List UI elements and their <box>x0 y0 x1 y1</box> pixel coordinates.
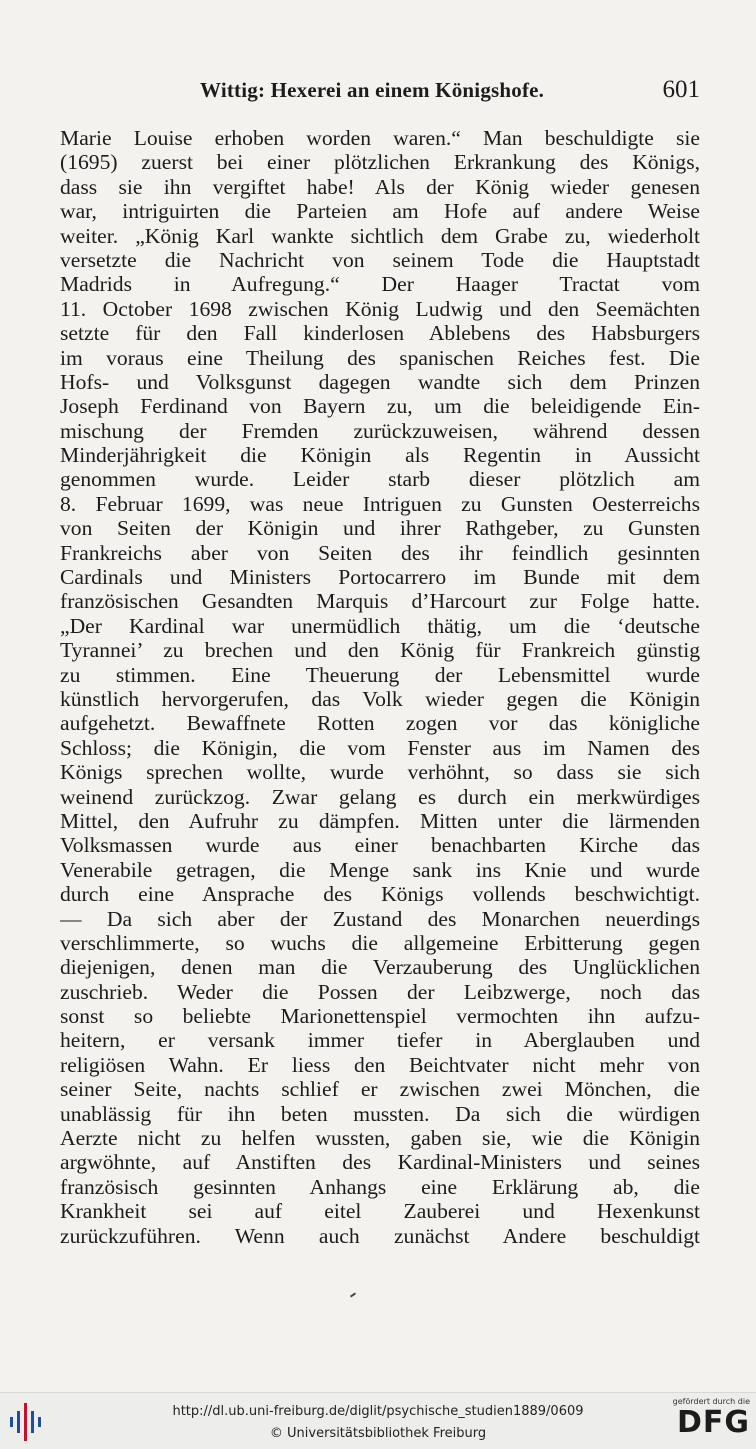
text-line: setzte für den Fall kinderlosen Ablebens des Habsburgers <box>60 321 700 346</box>
text-line: mischung der Fremden zurückzuweisen, während dessen <box>60 418 700 443</box>
text-line: Königs sprechen wollte, wurde verhöhnt, so dass sie sich <box>60 760 700 785</box>
dfg-funding-badge <box>666 1397 750 1445</box>
text-line: Frankreichs aber von Seiten des ihr feindlich gesinnten <box>60 540 700 565</box>
text-line: verschlimmerte, so wuchs die allgemeine Erbitterung gegen <box>60 930 700 955</box>
text-line: genommen wurde. Leider starb dieser plötzlich am <box>60 467 700 492</box>
text-line: weiter. „König Karl wankte sichtlich dem Grabe zu, wiederholt <box>60 223 700 248</box>
text-line: französischen Gesandten Marquis d’Harcourt zur Folge hatte. <box>60 589 700 614</box>
text-line: versetzte die Nachricht von seinem Tode die Hauptstadt <box>60 247 700 272</box>
text-line: Schloss; die Königin, die vom Fenster aus im Namen des <box>60 735 700 760</box>
text-line: religiösen Wahn. Er liess den Beichtvater nicht mehr von <box>60 1052 700 1077</box>
text-line: zu stimmen. Eine Theuerung der Lebensmittel wurde <box>60 662 700 687</box>
text-line: Mittel, den Aufruhr zu dämpfen. Mitten unter die lärmenden <box>60 808 700 833</box>
text-line: Volksmassen wurde aus einer benachbarten Kirche das <box>60 833 700 858</box>
text-line: französisch gesinnten Anhangs eine Erklärung ab, die <box>60 1174 700 1199</box>
text-line: Cardinals und Ministers Portocarrero im Bunde mit dem <box>60 565 700 590</box>
permalink-url[interactable]: http://dl.ub.uni-freiburg.de/diglit/psychische_studien1889/0609 <box>172 1404 584 1419</box>
text-line: Krankheit sei auf eitel Zauberei und Hexenkunst <box>60 1199 700 1224</box>
running-title: Wittig: Hexerei an einem Königshofe. <box>200 78 545 102</box>
text-line: durch eine Ansprache des Königs vollends beschwichtigt. <box>60 882 700 907</box>
text-line: Minderjährigkeit die Königin als Regentin in Aussicht <box>60 443 700 468</box>
body-text <box>60 126 700 1248</box>
funding-note: gefördert durch die <box>672 1397 750 1406</box>
text-line: unablässig für ihn beten mussten. Da sich die würdigen <box>60 1101 700 1126</box>
text-line: argwöhnte, auf Anstiften des Kardinal-Ministers und seines <box>60 1150 700 1175</box>
text-line: (1695) zuerst bei einer plötzlichen Erkrankung des Königs, <box>60 150 700 175</box>
text-line: dass sie ihn vergiftet habe! Als der König wieder genesen <box>60 174 700 199</box>
text-line: von Seiten der Königin und ihrer Rathgeber, zu Gunsten <box>60 516 700 541</box>
text-line: Venerabile getragen, die Menge sank ins Knie und wurde <box>60 857 700 882</box>
text-line: seiner Seite, nachts schlief er zwischen zwei Mönchen, die <box>60 1077 700 1102</box>
text-line: war, intriguirten die Parteien am Hofe auf andere Weise <box>60 199 700 224</box>
stray-mark <box>350 1292 356 1297</box>
text-line: Marie Louise erhoben worden waren.“ Man beschuldigte sie <box>60 126 700 150</box>
text-line: Aerzte nicht zu helfen wussten, gaben sie, wie die Königin <box>60 1126 700 1151</box>
text-line: aufgehetzt. Bewaffnete Rotten zogen vor das königliche <box>60 711 700 736</box>
text-line: Joseph Ferdinand von Bayern zu, um die beleidigende Ein- <box>60 394 700 419</box>
text-line: zuschrieb. Weder die Possen der Leibzwerge, noch das <box>60 979 700 1004</box>
text-line: — Da sich aber der Zustand des Monarchen neuerdings <box>60 906 700 931</box>
text-line: heitern, er versank immer tiefer in Aberglauben und <box>60 1028 700 1053</box>
text-line: künstlich hervorgerufen, das Volk wieder gegen die Königin <box>60 686 700 711</box>
page-number: 601 <box>662 76 700 103</box>
text-line: sonst so beliebte Marionettenspiel vermochten ihn aufzu- <box>60 1004 700 1029</box>
text-line: weinend zurückzog. Zwar gelang es durch ein merkwürdiges <box>60 784 700 809</box>
copyright-notice: © Universitätsbibliothek Freiburg <box>269 1426 487 1441</box>
text-line: im voraus eine Theilung des spanischen Reiches fest. Die <box>60 345 700 370</box>
viewer-footer <box>0 1392 756 1449</box>
text-line: Hofs- und Volksgunst dagegen wandte sich dem Prinzen <box>60 369 700 394</box>
text-line: Tyrannei’ zu brechen und den König für Frankreich günstig <box>60 638 700 663</box>
page-header <box>60 76 700 106</box>
text-line: diejenigen, denen man die Verzauberung des Unglücklichen <box>60 955 700 980</box>
text-line: „Der Kardinal war unermüdlich thätig, um die ‘deutsche <box>60 613 700 638</box>
text-line: 11. October 1698 zwischen König Ludwig und den Seemächten <box>60 296 700 321</box>
text-line: Madrids in Aufregung.“ Der Haager Tractat vom <box>60 272 700 297</box>
text-line: 8. Februar 1699, was neue Intriguen zu Gunsten Oesterreichs <box>60 491 700 516</box>
dfg-logo: DFG <box>676 1405 750 1440</box>
text-line: zurückzuführen. Wenn auch zunächst Andere beschuldigt <box>60 1223 700 1248</box>
